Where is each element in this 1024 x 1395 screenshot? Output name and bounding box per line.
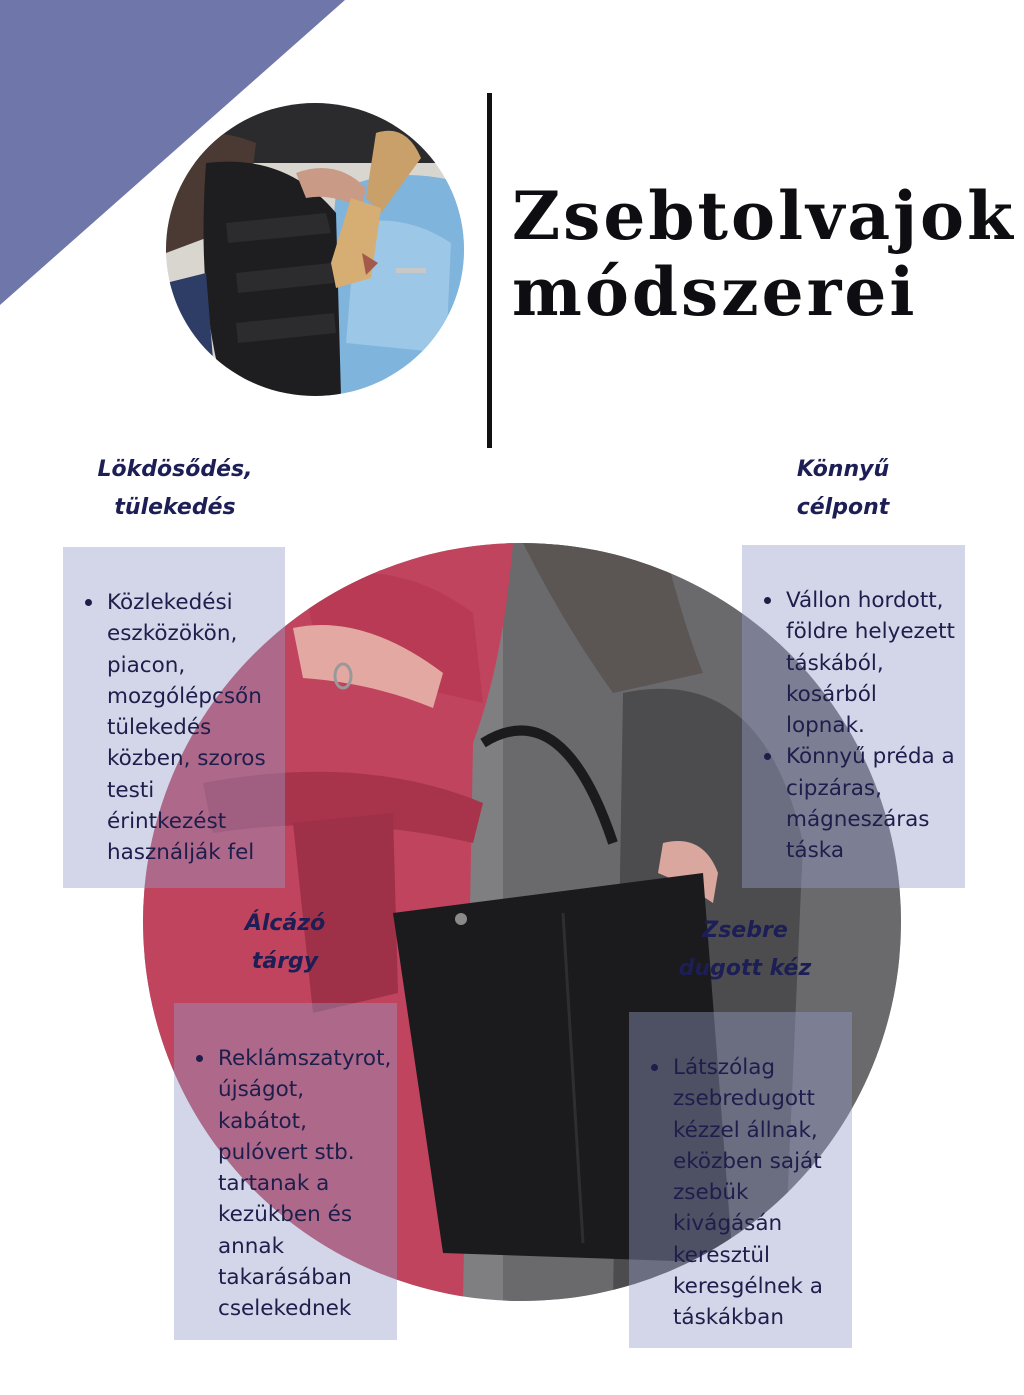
heading-easy-target-line-1: Könnyű — [796, 457, 890, 482]
heading-pocket-hand-line-1: Zsebre — [702, 918, 788, 943]
list-item: Könnyű préda a cipzáras, mágneszáras táska — [786, 741, 955, 866]
title-divider — [487, 93, 492, 448]
bullet-list-jostling — [79, 587, 275, 869]
list-item: Vállon hordott, földre helyezett táskából, kosárból lopnak. — [786, 585, 955, 741]
heading-disguise-line-2: tárgy — [251, 949, 319, 974]
heading-pocket-hand-line-2: dugott kéz — [678, 956, 812, 981]
heading-easy-target-line-2: célpont — [796, 495, 890, 520]
card-easy-target — [742, 545, 965, 888]
page-title — [512, 178, 1016, 330]
card-pocket-hand — [629, 1012, 852, 1348]
bullet-list-easy-target — [758, 585, 955, 867]
heading-jostling — [70, 451, 280, 527]
bullet-list-pocket-hand — [645, 1052, 842, 1334]
list-item: Közlekedési eszközökön, piacon, mozgólépcsőn tülekedés közben, szoros testi érintkezést használják fel — [107, 587, 275, 869]
pickpocket-photo — [166, 103, 464, 396]
bullet-list-disguise — [190, 1043, 392, 1325]
list-item: Reklámszatyrot, újságot, kabátot, pulóvert stb. tartanak a kezükben és annak takarásában cselekednek — [218, 1043, 387, 1325]
heading-jostling-line-2: tülekedés — [114, 495, 236, 520]
title-line-2: módszerei — [512, 253, 918, 331]
heading-pocket-hand — [650, 912, 840, 988]
title-line-1: Zsebtolvajok — [512, 177, 1016, 255]
card-disguise — [174, 1003, 397, 1340]
heading-disguise — [195, 905, 375, 981]
pickpocket-illustration — [166, 103, 464, 396]
list-item: Látszólag zsebredugott kézzel állnak, eközben saját zsebük kivágásán keresztül keresgélnek a táskákban — [673, 1052, 842, 1334]
card-jostling — [63, 547, 285, 888]
heading-easy-target — [753, 451, 933, 527]
heading-jostling-line-1: Lökdösődés, — [97, 457, 253, 482]
heading-disguise-line-1: Álcázó — [244, 911, 326, 936]
